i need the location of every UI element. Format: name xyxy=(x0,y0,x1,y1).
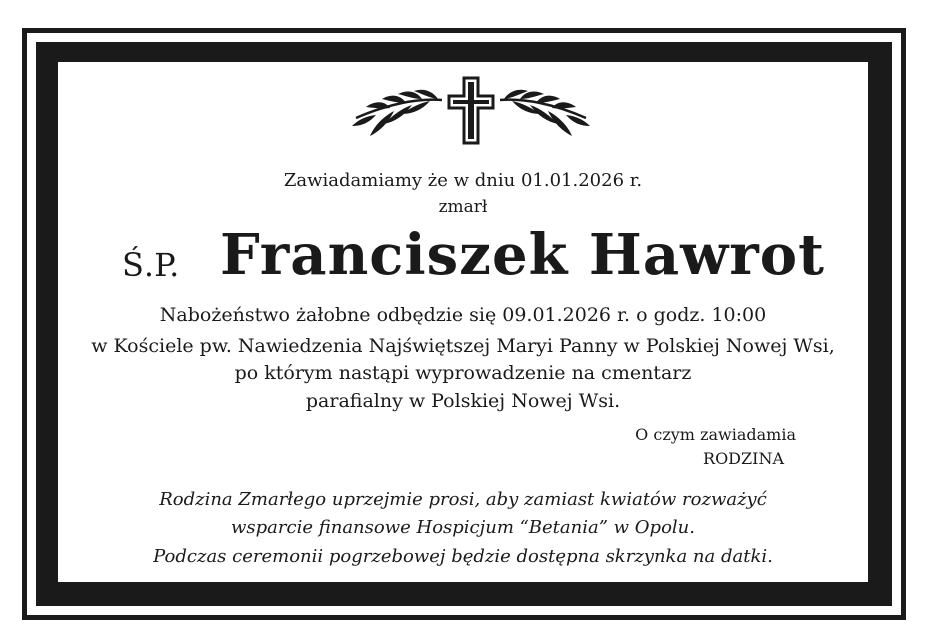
service-line-4: parafialny w Polskiej Nowej Wsi. xyxy=(305,390,621,412)
signature-line-1: O czym zawiadamia xyxy=(635,425,796,444)
request-line-2: wsparcie finansowe Hospicjum “Betania” w Opolu. xyxy=(231,517,695,538)
service-line-1: Nabożeństwo żałobne odbędzie się 09.01.2026 r. o godz. 10:00 xyxy=(159,304,767,326)
signature-family: RODZINA xyxy=(703,449,784,468)
died-label: zmarł xyxy=(438,197,488,217)
left-olive-branch-icon xyxy=(352,90,442,136)
request-line-1: Rodzina Zmarłego uprzejmie prosi, aby zamiast kwiatów rozważyć xyxy=(159,489,767,510)
cross-icon xyxy=(449,78,493,143)
deceased-prefix: Ś.P. xyxy=(122,246,180,284)
announcement-line: Zawiadamiamy że w dniu 01.01.2026 r. xyxy=(283,170,643,191)
service-line-2: w Kościele pw. Nawiedzenia Najświętszej Maryi Panny w Polskiej Nowej Wsi, xyxy=(91,335,835,357)
deceased-name: Franciszek Hawrot xyxy=(220,222,826,288)
service-line-3: po którym nastąpi wyprowadzenie na cmentarz xyxy=(234,362,692,384)
right-olive-branch-icon xyxy=(500,90,590,136)
request-line-3: Podczas ceremonii pogrzebowej będzie dostępna skrzynka na datki. xyxy=(153,546,773,567)
cross-with-olive-branches-icon xyxy=(348,74,594,146)
